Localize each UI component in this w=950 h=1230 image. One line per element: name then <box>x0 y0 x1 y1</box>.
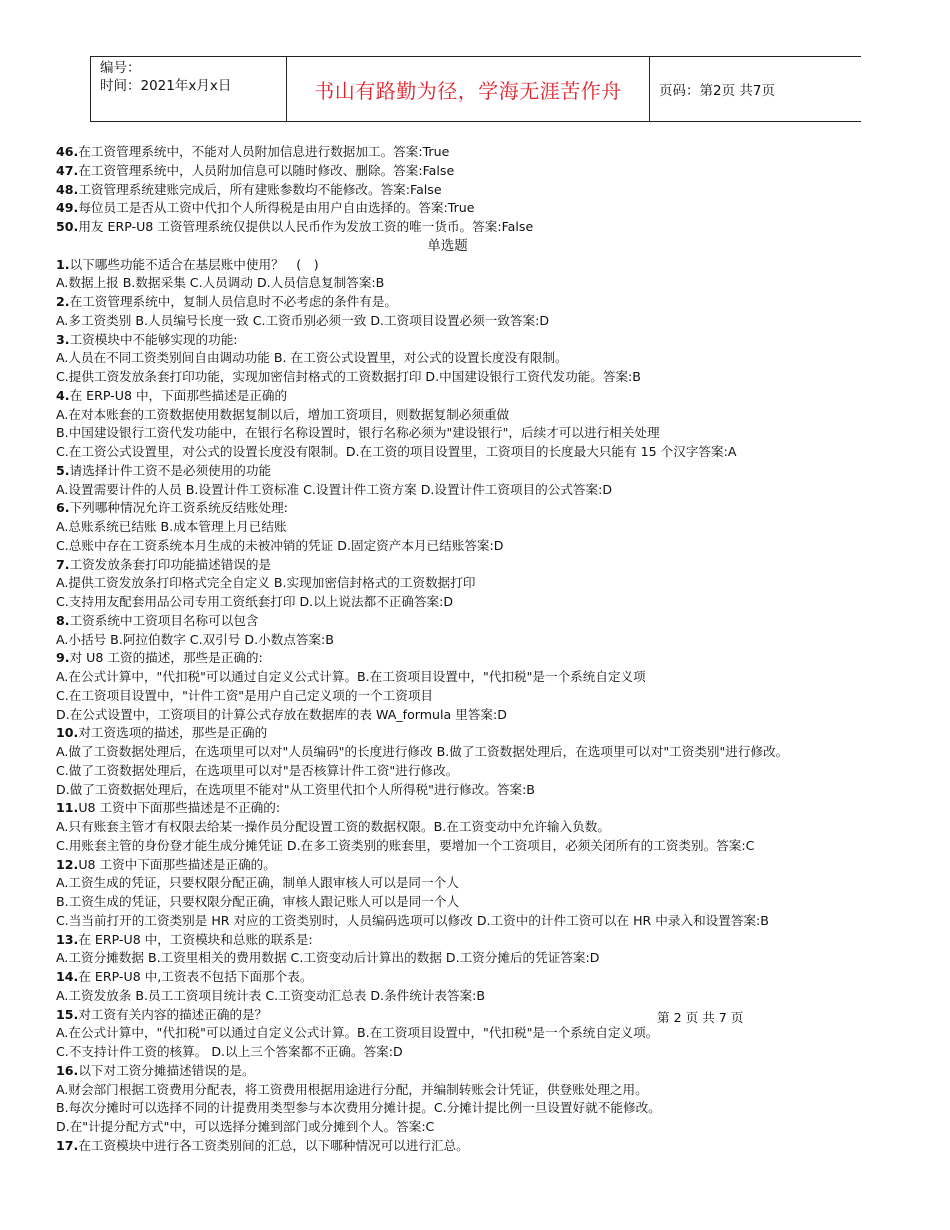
line-text: A.提供工资发放条打印格式完全自定义 B.实现加密信封格式的工资数据打印 <box>56 575 476 591</box>
question-line <box>56 856 936 875</box>
line-text: 在 ERP-U8 中,工资表不包括下面那个表。 <box>78 969 313 984</box>
question-number: 12. <box>56 856 79 872</box>
option-line <box>56 349 936 368</box>
option-line <box>56 818 936 837</box>
line-text: A.数据上报 B.数据采集 C.人员调动 D.人员信息复制答案:B <box>56 275 385 291</box>
question-number: 1. <box>56 256 70 272</box>
question-line <box>56 1062 936 1081</box>
line-text: 在工资管理系统中，人员附加信息可以随时修改、删除。答案:False <box>78 162 455 178</box>
option-line <box>56 687 936 706</box>
option-line <box>56 518 936 537</box>
footer-page-number: 第 2 页 共 7 页 <box>657 1010 744 1025</box>
line-text: 下列哪种情况允许工资系统反结账处理: <box>69 500 288 516</box>
header-motto-cell <box>287 57 650 121</box>
question-number: 6. <box>56 500 70 516</box>
option-line <box>56 837 936 856</box>
option-line <box>56 1081 936 1100</box>
question-line <box>56 218 936 237</box>
option-line <box>56 593 936 612</box>
question-number: 16. <box>56 1062 79 1078</box>
line-text: A.设置需要计件的人员 B.设置计件工资标准 C.设置计件工资方案 D.设置计件工资项目的公式答案:D <box>56 481 613 497</box>
question-number: 8. <box>56 612 70 628</box>
line-text: 对 U8 工资的描述，那些是正确的: <box>69 650 263 666</box>
option-line <box>56 1099 936 1118</box>
option-line <box>56 424 936 443</box>
line-text: C.当当前打开的工资类别是 HR 对应的工资类别时，人员编码选项可以修改 D.工资中的计件工资可以在 HR 中录入和设置答案:B <box>56 912 769 928</box>
line-text: C.总账中存在工资系统本月生成的未被冲销的凭证 D.固定资产本月已结账答案:D <box>56 537 504 553</box>
line-text: B.中国建设银行工资代发功能中，在银行名称设置时，银行名称必须为"建设银行"，后续才可以进行相关处理 <box>56 425 660 441</box>
option-line <box>56 274 936 293</box>
question-list <box>56 143 936 1156</box>
code-label: 编号： <box>100 60 141 76</box>
line-text: 用友 ERP-U8 工资管理系统仅提供以人民币作为发放工资的唯一货币。答案:False <box>78 219 534 234</box>
question-number: 10. <box>56 725 79 741</box>
section-title: 单选题 <box>427 237 468 254</box>
line-text: A.总账系统已结账 B.成本管理上月已结账 <box>56 519 287 534</box>
question-line <box>56 387 936 406</box>
question-line <box>56 256 936 275</box>
option-line <box>56 949 936 968</box>
question-line <box>56 462 936 481</box>
option-line <box>56 1043 936 1062</box>
question-number: 11. <box>56 800 79 816</box>
question-number: 17. <box>56 1137 79 1153</box>
option-line <box>56 631 936 650</box>
option-line <box>56 574 936 593</box>
time-label: 时间：2021年x月x日 <box>100 78 232 94</box>
header-meta-cell <box>91 57 287 121</box>
line-text: 工资模块中不能够实现的功能: <box>69 331 238 347</box>
line-text: A.在公式计算中，"代扣税"可以通过自定义公式计算。B.在工资项目设置中，"代扣税"是一个系统自定义项。 <box>56 1025 659 1041</box>
line-text: A.只有账套主管才有权限去给某一操作员分配设置工资的数据权限。B.在工资变动中允许输入负数。 <box>56 819 610 834</box>
line-text: D.做了工资数据处理后，在选项里不能对"从工资里代扣个人所得税"进行修改。答案:B <box>56 781 535 797</box>
line-text: 以下哪些功能不适合在基层账中使用？ ( ) <box>69 256 319 272</box>
question-line <box>56 181 936 200</box>
line-text: 对工资选项的描述，那些是正确的 <box>78 725 268 741</box>
line-text: 在 ERP-U8 中，工资模块和总账的联系是: <box>78 931 313 947</box>
question-number: 46. <box>56 144 79 159</box>
line-text: U8 工资中下面那些描述是不正确的: <box>78 800 281 816</box>
question-line <box>56 931 936 950</box>
question-number: 4. <box>56 387 70 403</box>
option-line <box>56 781 936 800</box>
question-line <box>56 1137 936 1156</box>
question-line <box>56 612 936 631</box>
line-text: 在工资管理系统中，不能对人员附加信息进行数据加工。答案:True <box>78 144 450 159</box>
line-text: A.人员在不同工资类别间自由调动功能 B. 在工资公式设置里，对公式的设置长度没有限制。 <box>56 350 568 366</box>
question-line <box>56 1006 936 1025</box>
question-number: 2. <box>56 294 70 309</box>
question-number: 50. <box>56 219 79 234</box>
question-number: 15. <box>56 1006 79 1022</box>
line-text: 每位员工是否从工资中代扣个人所得税是由用户自由选择的。答案:True <box>78 200 475 216</box>
line-text: A.在公式计算中，"代扣税"可以通过自定义公式计算。B.在工资项目设置中，"代扣税"是一个系统自定义项 <box>56 669 646 684</box>
question-line <box>56 499 936 518</box>
option-line <box>56 537 936 556</box>
line-text: D.在"计提分配方式"中，可以选择分摊到部门或分摊到个人。答案:C <box>56 1119 435 1134</box>
line-text: 在工资管理系统中，复制人员信息时不必考虑的条件有是。 <box>69 294 397 309</box>
line-text: C.支持用友配套用品公司专用工资纸套打印 D.以上说法都不正确答案:D <box>56 594 454 609</box>
option-line <box>56 874 936 893</box>
option-line <box>56 668 936 687</box>
line-text: B.工资生成的凭证，只要权限分配正确，审核人跟记账人可以是同一个人 <box>56 894 460 909</box>
question-line <box>56 556 936 575</box>
line-text: C.提供工资发放条套打印功能，实现加密信封格式的工资数据打印 D.中国建设银行工资代发功能。答案:B <box>56 369 641 384</box>
line-text: A.工资发放条 B.员工工资项目统计表 C.工资变动汇总表 D.条件统计表答案:B <box>56 987 486 1003</box>
option-line <box>56 762 936 781</box>
line-text: U8 工资中下面那些描述是正确的。 <box>78 856 276 872</box>
question-line <box>56 162 936 181</box>
line-text: 工资发放条套打印功能描述错误的是 <box>69 556 272 572</box>
question-number: 47. <box>56 162 79 178</box>
question-line <box>56 724 936 743</box>
line-text: C.在工资公式设置里，对公式的设置长度没有限制。D.在工资的项目设置里，工资项目的长度最大只能有 15 个汉字答案:A <box>56 444 737 459</box>
question-line <box>56 799 936 818</box>
question-line <box>56 143 936 162</box>
line-text: D.在公式设置中，工资项目的计算公式存放在数据库的表 WA_formula 里答案:D <box>56 706 507 722</box>
option-line <box>56 406 936 425</box>
line-text: A.在对本账套的工资数据使用数据复制以后，增加工资项目，则数据复制必须重做 <box>56 406 510 422</box>
line-text: C.用账套主管的身份登才能生成分摊凭证 D.在多工资类别的账套里，要增加一个工资项目，必须关闭所有的工资类别。答案:C <box>56 837 755 853</box>
question-number: 49. <box>56 200 79 216</box>
line-text: C.做了工资数据处理后，在选项里可以对"是否核算计件工资"进行修改。 <box>56 762 459 778</box>
option-line <box>56 987 936 1006</box>
option-line <box>56 893 936 912</box>
line-text: 对工资有关内容的描述正确的是？ <box>78 1006 268 1022</box>
line-text: A.小括号 B.阿拉伯数字 C.双引号 D.小数点答案:B <box>56 631 334 647</box>
line-text: 以下对工资分摊描述错误的是。 <box>78 1062 255 1078</box>
question-line <box>56 968 936 987</box>
question-line <box>56 649 936 668</box>
question-number: 14. <box>56 969 79 984</box>
line-text: 请选择计件工资不是必须使用的功能 <box>69 462 272 478</box>
line-text: 工资系统中工资项目名称可以包含 <box>69 612 259 628</box>
line-text: C.不支持计件工资的核算。 D.以上三个答案都不正确。答案:D <box>56 1044 403 1059</box>
line-text: 在工资模块中进行各工资类别间的汇总，以下哪种情况可以进行汇总。 <box>78 1137 469 1153</box>
option-line <box>56 481 936 500</box>
question-number: 3. <box>56 331 70 347</box>
option-line <box>56 368 936 387</box>
line-text: 工资管理系统建账完成后，所有建账参数均不能修改。答案:False <box>78 181 442 197</box>
line-text: A.多工资类别 B.人员编号长度一致 C.工资币别必须一致 D.工资项目设置必须一致答案:D <box>56 312 550 328</box>
question-number: 5. <box>56 462 70 478</box>
option-line <box>56 706 936 725</box>
option-line <box>56 312 936 331</box>
motto-text: 书山有路勤为径，学海无涯苦作舟 <box>314 78 622 103</box>
option-line <box>56 743 936 762</box>
page-info: 页码：第2页 共7页 <box>659 83 775 99</box>
line-text: A.财会部门根据工资费用分配表，将工资费用根据用途进行分配，并编制转账会计凭证，供登账处理之用。 <box>56 1081 648 1097</box>
option-line <box>56 1118 936 1137</box>
option-line <box>56 443 936 462</box>
line-text: A.工资生成的凭证，只要权限分配正确，制单人跟审核人可以是同一个人 <box>56 875 459 891</box>
line-text: A.做了工资数据处理后，在选项里可以对"人员编码"的长度进行修改 B.做了工资数据处理后，在选项里可以对"工资类别"进行修改。 <box>56 744 789 759</box>
option-line <box>56 1024 936 1043</box>
line-text: 在 ERP-U8 中，下面那些描述是正确的 <box>69 387 288 403</box>
header-page-cell <box>650 57 861 121</box>
question-number: 13. <box>56 931 79 947</box>
line-text: C.在工资项目设置中，"计件工资"是用户自己定义项的一个工资项目 <box>56 687 434 703</box>
question-line <box>56 293 936 312</box>
question-line <box>56 199 936 218</box>
header-table <box>90 56 861 122</box>
question-line <box>56 331 936 350</box>
question-number: 9. <box>56 650 70 666</box>
line-text: B.每次分摊时可以选择不同的计提费用类型参与本次费用分摊计提。C.分摊计提比例一旦设置好就不能修改。 <box>56 1100 661 1116</box>
question-number: 7. <box>56 556 70 572</box>
line-text: A.工资分摊数据 B.工资里相关的费用数据 C.工资变动后计算出的数据 D.工资分摊后的凭证答案:D <box>56 950 600 966</box>
question-number: 48. <box>56 181 79 197</box>
option-line <box>56 912 936 931</box>
